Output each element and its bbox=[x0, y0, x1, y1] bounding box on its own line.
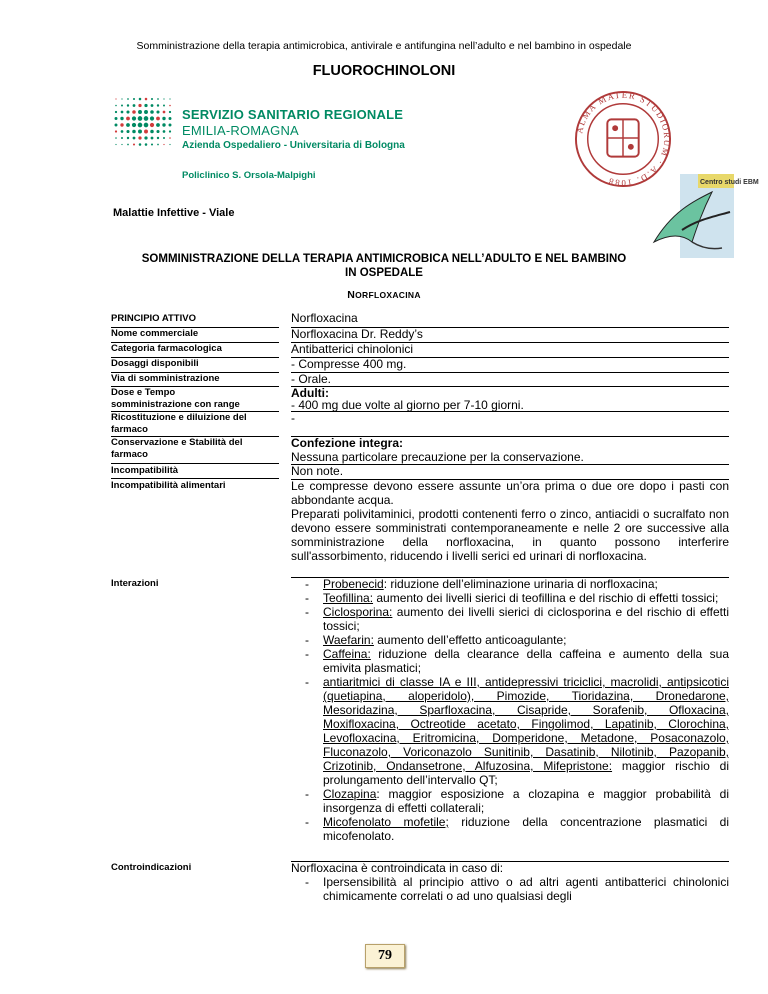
label-controindicazioni: Controindicazioni bbox=[111, 862, 192, 873]
main-heading-line-1: SOMMINISTRAZIONE DELLA TERAPIA ANTIMICROBICA NELL’ADULTO E NEL BAMBINO bbox=[141, 253, 627, 265]
page-number: 79 bbox=[365, 944, 405, 968]
drug-heading-initial: N bbox=[347, 289, 356, 301]
label-incompatibilita-alimentari: Incompatibilità alimentari bbox=[111, 480, 226, 491]
interaction-item: - Clozapina: maggior esposizione a clozapina e maggior probabilità di insorgenza di effetti collaterali; bbox=[305, 787, 729, 815]
value-ricostituzione: - bbox=[291, 411, 729, 437]
value-conservazione-text: Nessuna particolare precauzione per la conservazione. bbox=[291, 450, 584, 464]
interaction-drug: Clozapina bbox=[323, 787, 377, 801]
ssr-logo-text bbox=[182, 107, 405, 153]
drug-heading-rest: ORFLOXACINA bbox=[355, 290, 421, 300]
svg-text:ALMA MATER STUDIORUM · A.D. 10: ALMA MATER STUDIORUM · A.D. 1088 bbox=[574, 90, 672, 188]
label-nome-commerciale: Nome commerciale bbox=[111, 328, 279, 343]
interaction-item: - Ciclosporina: aumento dei livelli sierici di ciclosporina e del rischio di effetti tossici; bbox=[305, 605, 729, 633]
controindicazioni-item: - Ipersensibilità al principio attivo o ad altri agenti antibatterici chinolonici chimicamente correlati o ad uno qualsiasi degli bbox=[305, 875, 729, 903]
value-conservazione-title: Confezione integra: bbox=[291, 436, 404, 450]
interaction-drug: Waefarin: bbox=[323, 633, 374, 647]
ssr-logo-dots-icon bbox=[112, 95, 174, 149]
centro-studi-ebm-logo-icon bbox=[652, 172, 759, 260]
interaction-effect: aumento dei livelli sierici di teofillina e del rischio di effetti tossici; bbox=[373, 591, 719, 605]
value-incompatibilita-alimentari bbox=[291, 479, 729, 578]
label-dosaggi: Dosaggi disponibili bbox=[111, 358, 279, 373]
controindicazioni-item-text: Ipersensibilità al principio attivo o ad altri agenti antibatterici chinolonici chimicamente correlati o ad uno qualsiasi degli bbox=[323, 875, 729, 903]
interaction-item: - antiaritmici di classe IA e III, antidepressivi triciclici, macrolidi, antipsicotici (quetiapina, aloperidolo), Pimozide, Tioridazina, Dronedarone, Mesoridazina, Sparfloxacina, Cisapride, Sorafenib, Ofloxacina, Moxifloxacina, Octreotide acetato, Fingolimod, Lapatinib, Clorochina, Levofloxacina, Eritromicina, Domperidone, Metadone, Posaconazolo, Fluconazolo, Voriconazolo Sunitinib, Dasatinib, Nilotinib, Pazopanib, Crizotinib, Ondansetrone, Alfuzosina, Mifepristone: maggior rischio di prolungamento dell’intervallo QT; bbox=[305, 675, 729, 787]
policlinico-label: Policlinico S. Orsola-Malpighi bbox=[182, 170, 316, 181]
interaction-drug: Micofenolato mofetile; bbox=[323, 815, 449, 829]
interaction-effect: aumento dell’effetto anticoagulante; bbox=[373, 633, 567, 647]
label-interazioni: Interazioni bbox=[111, 578, 159, 589]
interaction-effect: : maggior esposizione a clozapina e maggior probabilità di insorgenza di effetti collaterali; bbox=[323, 787, 729, 815]
main-heading bbox=[100, 252, 668, 280]
value-via: - Orale. bbox=[291, 372, 729, 387]
label-categoria: Categoria farmacologica bbox=[111, 343, 279, 358]
running-header: Somministrazione della terapia antimicrobica, antivirale e antifungina nell’adulto e nel bambino in ospedale bbox=[136, 40, 632, 52]
interaction-item: - Waefarin: aumento dell’effetto anticoagulante; bbox=[305, 633, 567, 647]
logo-line-2: EMILIA-ROMAGNA bbox=[182, 123, 299, 138]
value-categoria: Antibatterici chinolonici bbox=[291, 342, 729, 358]
value-dose-text: - 400 mg due volte al giorno per 7-10 giorni. bbox=[291, 398, 524, 412]
logo-line-1: SERVIZIO SANITARIO REGIONALE bbox=[182, 107, 404, 122]
value-conservazione bbox=[291, 436, 729, 465]
alimentari-paragraph-2: Preparati polivitaminici, prodotti contenenti ferro o zinco, antiacidi o sucralfato non devono essere somministrati contemporaneamente e nelle 2 ore successive alla somministrazione della norfloxacina, in quanto possono interferire sull'assorbimento, riducendo i livelli serici ed urinari di norfloxacina. bbox=[291, 507, 729, 563]
main-heading-line-2: IN OSPEDALE bbox=[345, 267, 423, 279]
value-principio-attivo: Norfloxacina bbox=[291, 311, 729, 328]
logo-line-3: Azienda Ospedaliero - Universitaria di Bologna bbox=[182, 140, 405, 151]
label-principio-attivo: PRINCIPIO ATTIVO bbox=[111, 313, 279, 328]
alimentari-paragraph-1: Le compresse devono essere assunte un’ora prima o due ore dopo i pasti con abbondante acqua. bbox=[291, 479, 729, 507]
interaction-drug: Ciclosporina: bbox=[323, 605, 393, 619]
interaction-effect: riduzione della clearance della caffeina e aumento della sua emivita plasmatici; bbox=[323, 647, 729, 675]
value-nome-commerciale: Norfloxacina Dr. Reddy’s bbox=[291, 327, 729, 343]
label-ricostituzione bbox=[111, 412, 279, 437]
interaction-item: - Probenecid: riduzione dell’eliminazione urinaria di norfloxacina; bbox=[305, 577, 658, 591]
label-conservazione bbox=[111, 437, 279, 464]
label-conservazione-line-2: farmaco bbox=[111, 449, 148, 460]
interaction-effect: riduzione della concentrazione plasmatici di micofenolato. bbox=[323, 815, 729, 843]
label-ricostituzione-line-1: Ricostituzione e diluizione del bbox=[111, 412, 247, 423]
interaction-effect: aumento dei livelli sierici di ciclosporina e del rischio di effetti tossici; bbox=[323, 605, 729, 633]
value-interazioni bbox=[291, 577, 729, 862]
interaction-item: - Teofillina: aumento dei livelli sierici di teofillina e del rischio di effetti tossici; bbox=[305, 591, 719, 605]
controindicazioni-intro: Norfloxacina è controindicata in caso di: bbox=[291, 861, 504, 875]
interaction-drug: Caffeina: bbox=[323, 647, 371, 661]
department-label: Malattie Infettive - Viale bbox=[113, 207, 235, 219]
label-dose-line-1: Dose e Tempo bbox=[111, 387, 176, 398]
interaction-drug: Probenecid bbox=[323, 577, 384, 591]
value-dose-adulti: Adulti: bbox=[291, 386, 329, 400]
interaction-item: - Caffeina: riduzione della clearance della caffeina e aumento della sua emivita plasmatici; bbox=[305, 647, 729, 675]
value-incompatibilita: Non note. bbox=[291, 464, 729, 480]
label-ricostituzione-line-2: farmaco bbox=[111, 424, 148, 435]
interaction-effect: : riduzione dell’eliminazione urinaria di norfloxacina; bbox=[383, 577, 658, 591]
value-controindicazioni bbox=[291, 861, 729, 901]
value-dose bbox=[291, 386, 729, 412]
section-title: FLUOROCHINOLONI bbox=[312, 63, 456, 79]
interaction-drug: Teofillina: bbox=[323, 591, 374, 605]
interaction-drug: antiaritmici di classe IA e III, antidepressivi triciclici, macrolidi, antipsicotici (quetiapina, aloperidolo), Pimozide, Tioridazina, Dronedarone, Mesoridazina, Sparfloxacina, Cisapride, Sorafenib, Ofloxacina, Moxifloxacina, Octreotide acetato, Fingolimod, Lapatinib, Clorochina, Levofloxacina, Eritromicina, Domperidone, Metadone, Posaconazolo, Fluconazolo, Voriconazolo Sunitinib, Dasatinib, Nilotinib, Pazopanib, Crizotinib, Ondansetrone, Alfuzosina, Mifepristone: bbox=[323, 675, 729, 773]
interaction-effect: maggior rischio di prolungamento dell’intervallo QT; bbox=[323, 759, 729, 787]
label-conservazione-line-1: Conservazione e Stabilità del bbox=[111, 437, 243, 448]
label-dose bbox=[111, 387, 279, 412]
interaction-item: - Micofenolato mofetile; riduzione della concentrazione plasmatici di micofenolato. bbox=[305, 815, 729, 843]
label-via: Via di somministrazione bbox=[111, 373, 279, 387]
label-dose-line-2: somministrazione con range bbox=[111, 399, 240, 410]
svg-text:Centro studi EBM: Centro studi EBM bbox=[700, 179, 759, 186]
label-incompatibilita: Incompatibilità bbox=[111, 465, 279, 479]
value-dosaggi: - Compresse 400 mg. bbox=[291, 357, 729, 373]
drug-heading bbox=[0, 289, 768, 301]
